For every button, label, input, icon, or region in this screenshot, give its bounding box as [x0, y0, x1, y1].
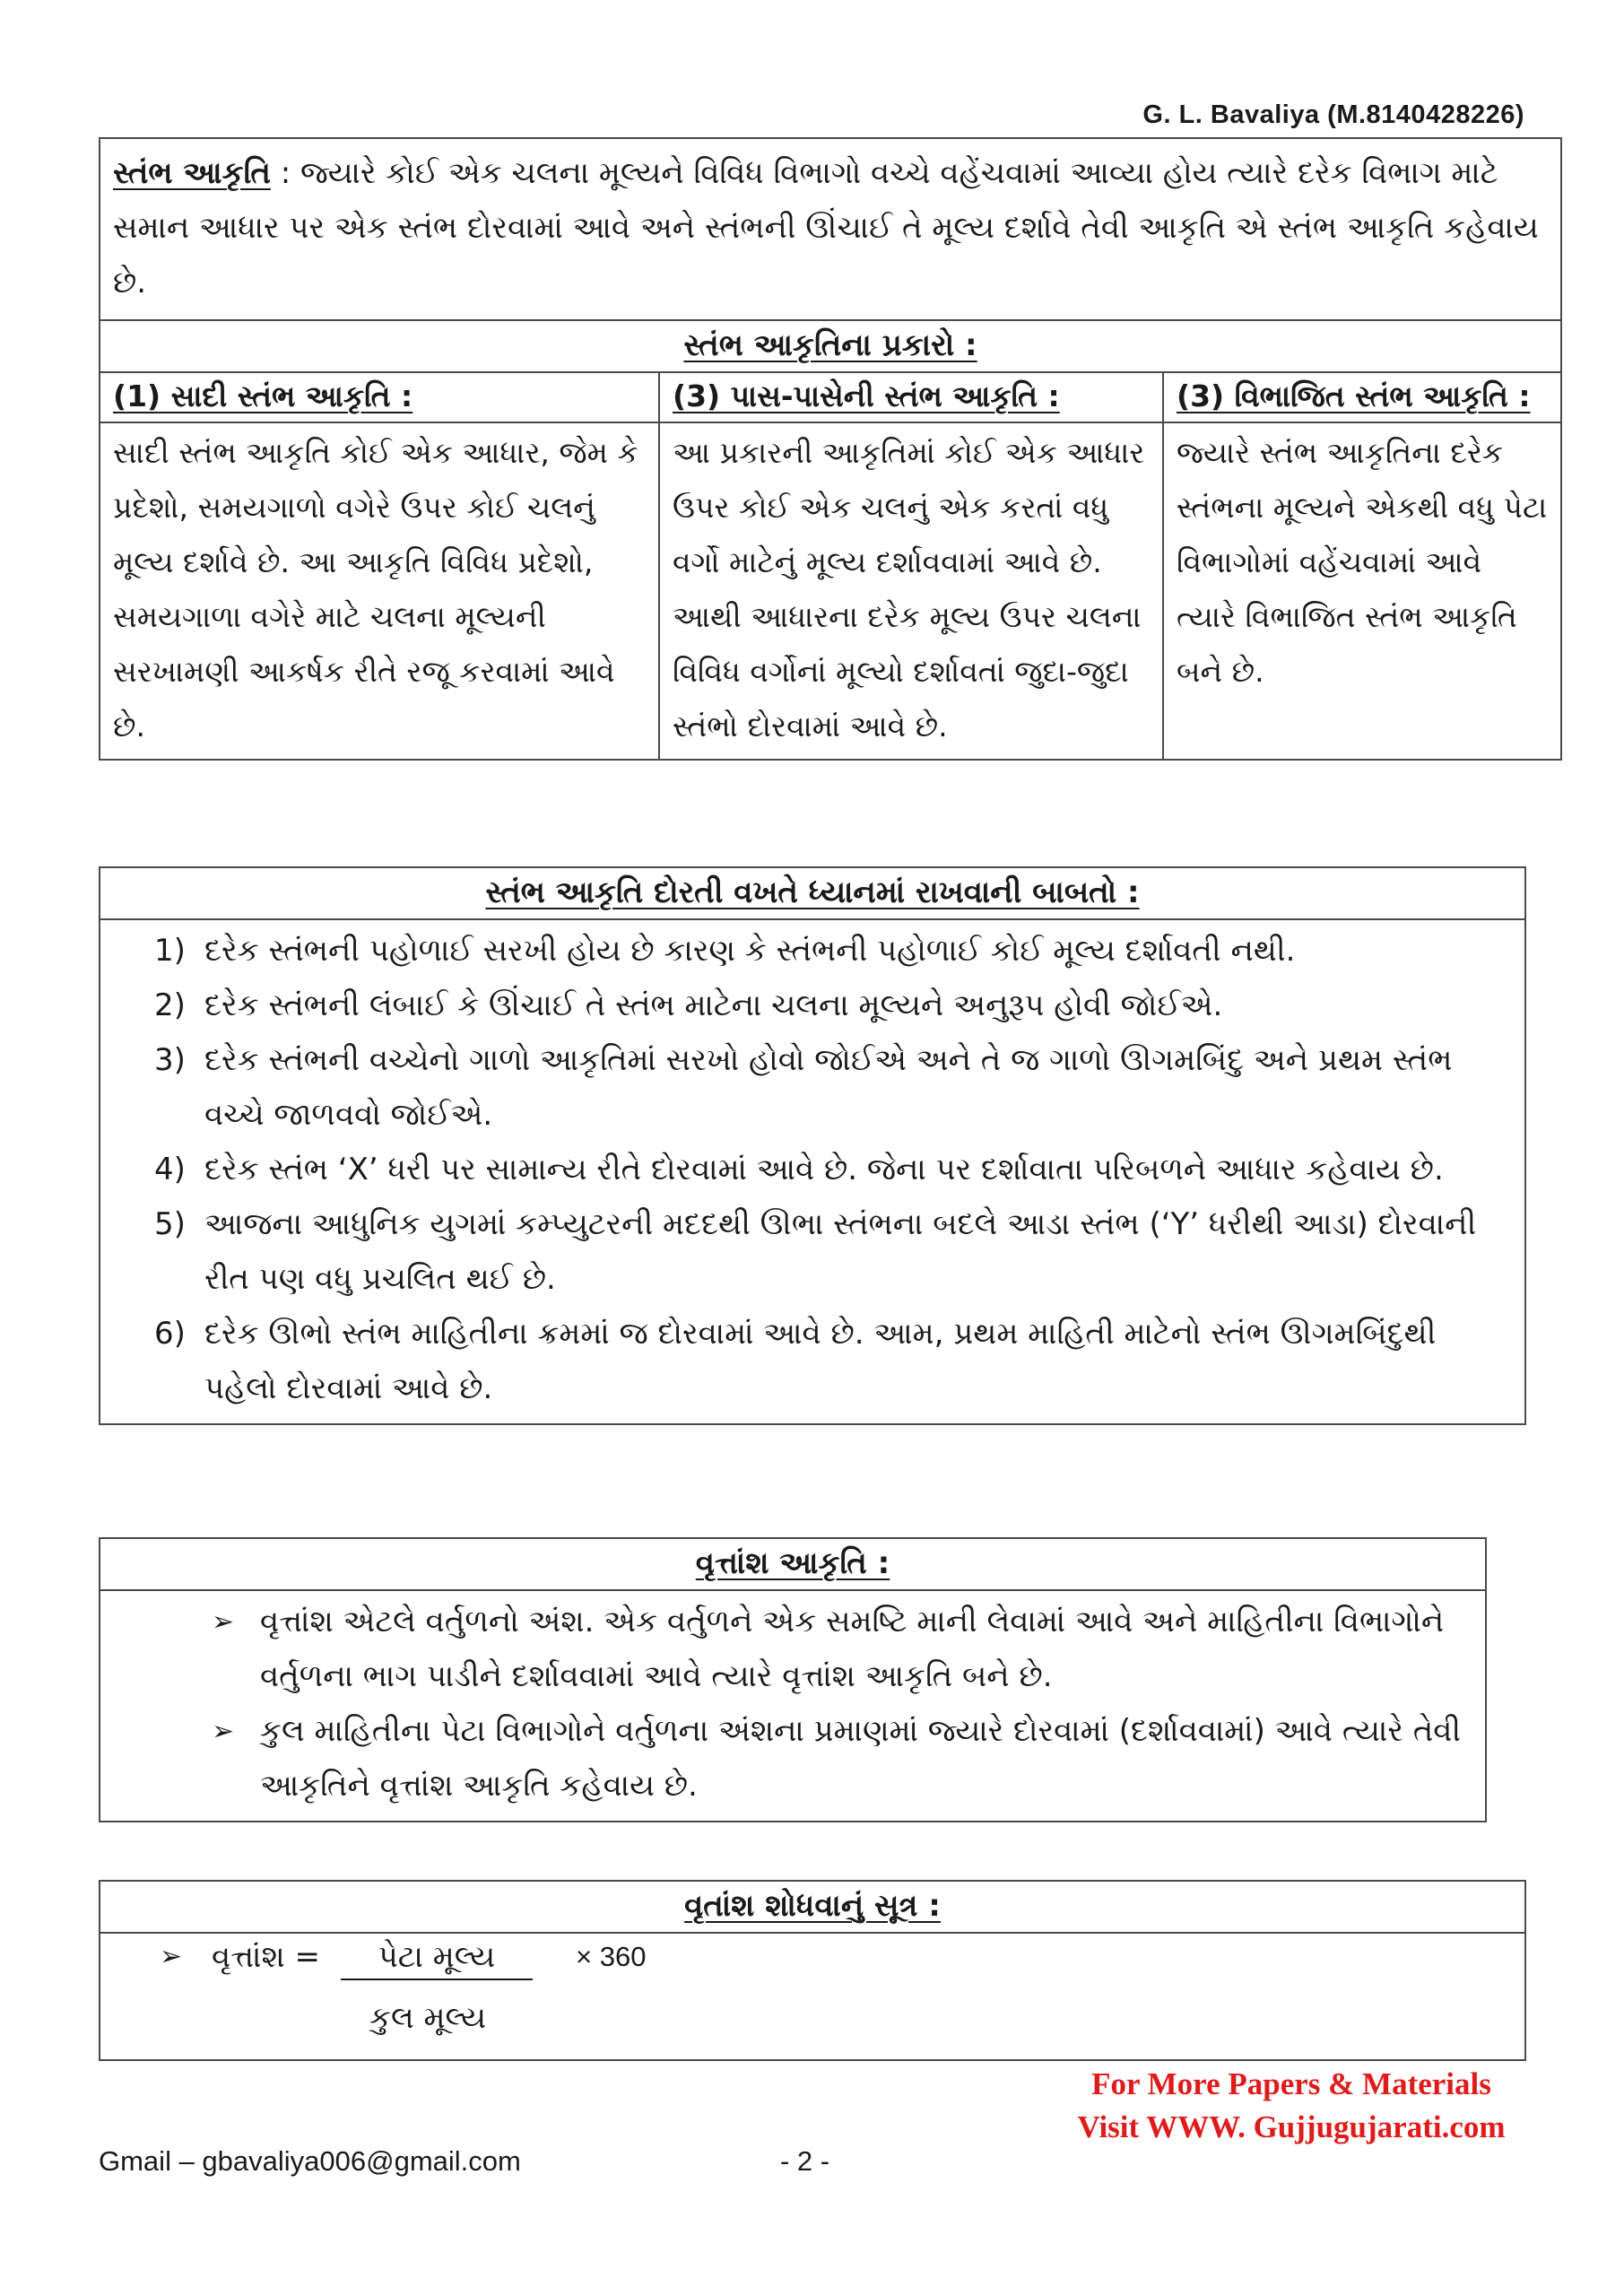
types-heading-cell — [100, 320, 1561, 372]
promo-block — [1040, 2063, 1542, 2149]
item-number: 4) — [154, 1152, 186, 1187]
pie-chart-table — [99, 1537, 1487, 1822]
type-2-title-cell — [659, 372, 1163, 422]
type-3-title-cell — [1163, 372, 1561, 422]
list-item — [154, 1033, 1507, 1143]
item-number: 5) — [154, 1206, 186, 1242]
definition-cell — [100, 138, 1561, 320]
author-contact: G. L. Bavaliya (M.8140428226) — [1142, 100, 1524, 129]
points-table — [99, 866, 1526, 1425]
formula-heading-cell — [100, 1881, 1525, 1933]
formula-numerator: પેટા મૂલ્ય — [341, 1939, 533, 1980]
item-text: દરેક સ્તંભની વચ્ચેનો ગાળો આકૃતિમાં સરખો હોવો જોઈએ અને તે જ ગાળો ઊગમબિંદુ અને પ્રથમ સ્તંભ વચ્ચે જાળવવો જોઈએ. — [204, 1042, 1453, 1133]
footer-email: Gmail – gbavaliya006@gmail.com — [99, 2145, 521, 2177]
list-item — [208, 1595, 1467, 1704]
formula-lhs: વૃત્તાંશ = — [212, 1939, 320, 1975]
formula-cell — [100, 1933, 1525, 2060]
item-text: કુલ માહિતીના પેટા વિભાગોને વર્તુળના અંશના પ્રમાણમાં જ્યારે દોરવામાં (દર્શાવવામાં) આવે ત્યારે તેવી આકૃતિને વૃત્તાંશ આકૃતિ કહેવાય છે. — [260, 1713, 1462, 1804]
arrow-bullet-icon: ➢ — [212, 1606, 235, 1638]
promo-line-2: Visit WWW. Gujjugujarati.com — [1077, 2109, 1506, 2144]
list-item — [154, 978, 1507, 1033]
item-text: દરેક ઊભો સ્તંભ માહિતીના ક્રમમાં જ દોરવામાં આવે છે. આમ, પ્રથમ માહિતી માટેનો સ્તંભ ઊગમબિંદુથી પહેલો દોરવામાં આવે છે. — [204, 1316, 1437, 1406]
types-heading: સ્તંભ આકૃતિના પ્રકારો : — [683, 327, 977, 363]
type-1-title: (1) સાદી સ્તંભ આકૃતિ : — [113, 378, 413, 413]
type-2-body: આ પ્રકારની આકૃતિમાં કોઈ એક આધાર ઉપર કોઈ એક ચલનું એક કરતાં વધુ વર્ગો માટેનું મૂલ્ય દર્શાવવામાં આવે છે. આથી આધારના દરેક મૂલ્ય ઉપર ચલના વિવિધ વર્ગોનાં મૂલ્યો દર્શાવતાં જુદા-જુદા સ્તંભો દોરવામાં આવે છે. — [659, 422, 1163, 760]
item-number: 1) — [154, 933, 186, 969]
page-number: - 2 - — [780, 2145, 830, 2177]
formula-heading: વૃતાંશ શોધવાનું સૂત્ર : — [684, 1888, 941, 1924]
type-1-title-cell — [100, 372, 659, 422]
item-number: 6) — [154, 1316, 186, 1352]
type-3-body: જ્યારે સ્તંભ આકૃતિના દરેક સ્તંભના મૂલ્યને એકથી વધુ પેટા વિભાગોમાં વહેંચવામાં આવે ત્યારે વિભાજિત સ્તંભ આકૃતિ બને છે. — [1163, 422, 1561, 760]
points-heading: સ્તંભ આકૃતિ દોરતી વખતે ધ્યાનમાં રાખવાની બાબતો : — [485, 874, 1140, 910]
list-item — [154, 1197, 1507, 1307]
item-text: દરેક સ્તંભ ‘X’ ધરી પર સામાન્ય રીતે દોરવામાં આવે છે. જેના પર દર્શાવાતા પરિબળને આધાર કહેવાય છે. — [204, 1152, 1444, 1187]
pie-list — [100, 1590, 1486, 1822]
pie-heading-cell — [100, 1538, 1486, 1590]
points-heading-cell — [100, 867, 1525, 919]
list-item — [208, 1704, 1467, 1813]
formula-table — [99, 1880, 1526, 2061]
definition-text: : જ્યારે કોઈ એક ચલના મૂલ્યને વિવિધ વિભાગો વચ્ચે વહેંચવામાં આવ્યા હોય ત્યારે દરેક વિભાગ માટે સમાન આધાર પર એક સ્તંભ દોરવામાં આવે અને સ્તંભની ઊંચાઈ તે મૂલ્ય દર્શાવે તેવી આકૃતિ એ સ્તંભ આકૃતિ કહેવાય છે. — [113, 155, 1539, 300]
formula-denominator: કુલ મૂલ્ય — [369, 2000, 487, 2036]
definition-term: સ્તંભ આકૃતિ — [113, 155, 271, 191]
pie-heading: વૃત્તાંશ આકૃતિ : — [695, 1545, 890, 1581]
type-3-title: (3) વિભાજિત સ્તંભ આકૃતિ : — [1177, 378, 1531, 413]
item-text: આજના આધુનિક યુગમાં કમ્પ્યુટરની મદદથી ઊભા સ્તંભના બદલે આડા સ્તંભ (‘Y’ ધરીથી આડા) દોરવાની રીત પણ વધુ પ્રચલિત થઈ છે. — [204, 1206, 1477, 1297]
list-item — [154, 1143, 1507, 1197]
item-text: વૃત્તાંશ એટલે વર્તુળનો અંશ. એક વર્તુળને એક સમષ્ટિ માની લેવામાં આવે અને માહિતીના વિભાગોને વર્તુળના ભાગ પાડીને દર્શાવવામાં આવે ત્યારે વૃત્તાંશ આકૃતિ બને છે. — [260, 1604, 1445, 1694]
promo-line-1: For More Papers & Materials — [1091, 2066, 1491, 2101]
bar-chart-definition-table — [99, 137, 1562, 761]
arrow-bullet-icon: ➢ — [212, 1716, 235, 1747]
list-item — [154, 924, 1507, 978]
formula-multiplier: × 360 — [576, 1941, 647, 1972]
arrow-bullet-icon: ➢ — [160, 1941, 183, 1972]
type-2-title: (3) પાસ-પાસેની સ્તંભ આકૃતિ : — [673, 378, 1060, 413]
type-1-body: સાદી સ્તંભ આકૃતિ કોઈ એક આધાર, જેમ કે પ્રદેશો, સમયગાળો વગેરે ઉપર કોઈ ચલનું મૂલ્ય દર્શાવે છે. આ આકૃતિ વિવિધ પ્રદેશો, સમયગાળા વગેરે માટે ચલના મૂલ્યની સરખામણી આકર્ષક રીતે રજૂ કરવામાં આવે છે. — [100, 422, 659, 760]
item-text: દરેક સ્તંભની પહોળાઈ સરખી હોય છે કારણ કે સ્તંભની પહોળાઈ કોઈ મૂલ્ય દર્શાવતી નથી. — [204, 933, 1296, 969]
item-text: દરેક સ્તંભની લંબાઈ કે ઊંચાઈ તે સ્તંભ માટેના ચલના મૂલ્યને અનુરૂપ હોવી જોઈએ. — [204, 987, 1223, 1023]
item-number: 3) — [154, 1042, 186, 1078]
item-number: 2) — [154, 987, 186, 1023]
points-list — [100, 919, 1525, 1424]
list-item — [154, 1307, 1507, 1416]
